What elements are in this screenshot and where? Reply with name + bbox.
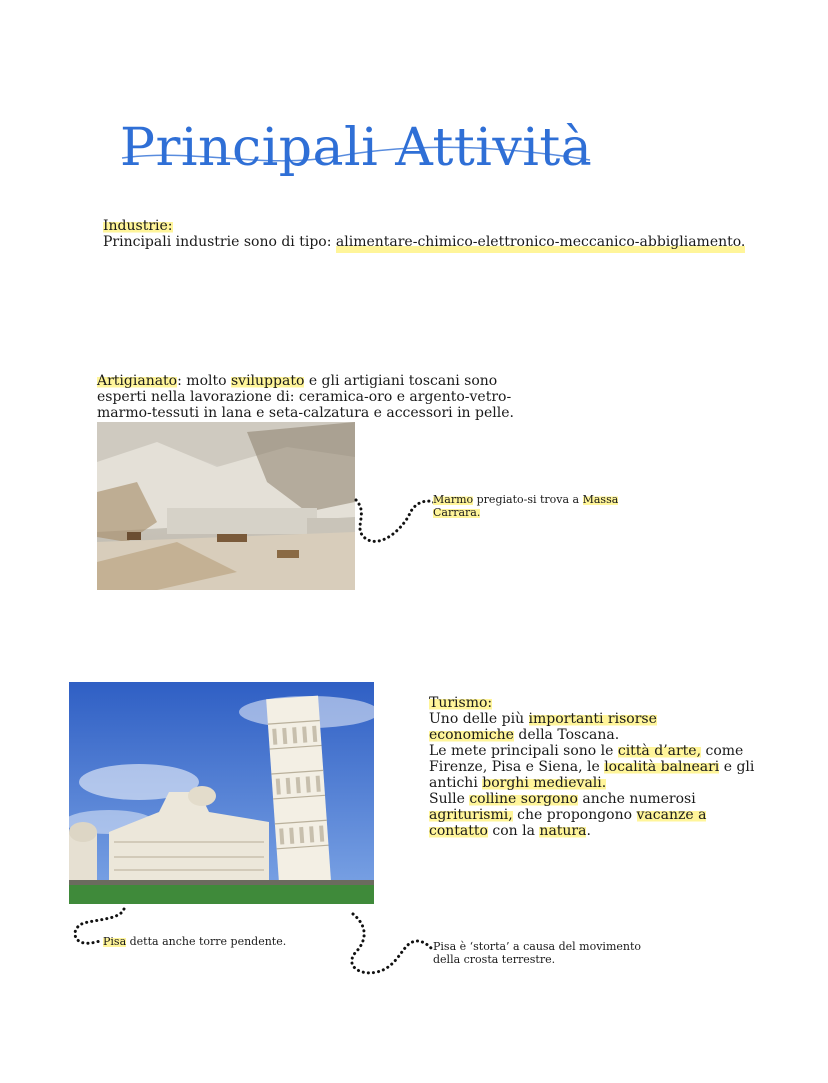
turismo-text: Sulle (429, 791, 470, 807)
artigianato-line3: marmo-tessuti in lana e seta-calzatura e accessori in pelle. (97, 405, 514, 421)
turismo-heading: Turismo: (429, 695, 493, 711)
turismo-text: che propongono (512, 807, 637, 823)
turismo-highlight: economiche (429, 727, 514, 743)
turismo-highlight: importanti risorse (528, 711, 657, 727)
marmo-text: pregiato-si trova a (473, 493, 583, 506)
turismo-text: . (586, 823, 591, 839)
artigianato-section (97, 373, 514, 421)
pisa-highlight: Pisa (103, 935, 127, 948)
pisa-tower-image (69, 682, 374, 904)
page-title: Principali Attività (120, 118, 593, 178)
turismo-text: anche numerosi (577, 791, 696, 807)
turismo-highlight: contatto (429, 823, 488, 839)
carrara-highlight: Carrara. (433, 506, 481, 519)
marmo-note (433, 493, 618, 519)
turismo-highlight: vacanze a (636, 807, 707, 823)
storta-line2: della crosta terrestre. (433, 953, 556, 966)
turismo-highlight: natura (539, 823, 587, 839)
artigianato-line2: esperti nella lavorazione di: ceramica-oro e argento-vetro- (97, 389, 512, 405)
pisa-text: detta anche torre pendente. (126, 935, 287, 948)
storta-line1: Pisa è ‘storta’ a causa del movimento (433, 940, 642, 953)
turismo-text: con la (487, 823, 540, 839)
storta-note (433, 940, 641, 966)
dotted-connector-storta (345, 908, 435, 978)
artigianato-highlight: sviluppato (230, 373, 305, 389)
turismo-text: Firenze, Pisa e Siena, le (429, 759, 605, 775)
marmo-highlight: Marmo (433, 493, 474, 506)
turismo-section (429, 695, 754, 839)
turismo-text: e gli (719, 759, 755, 775)
artigianato-text: e gli artigiani toscani sono (304, 373, 498, 389)
marble-quarry-image (97, 422, 355, 590)
turismo-highlight: località balneari (604, 759, 720, 775)
artigianato-heading: Artigianato (97, 373, 178, 389)
industrie-text: Principali industrie sono di tipo: (103, 234, 336, 250)
pisa-note (103, 935, 286, 948)
turismo-text: Le mete principali sono le (429, 743, 618, 759)
turismo-text: antichi (429, 775, 483, 791)
turismo-text: della Toscana. (513, 727, 620, 743)
industrie-section (103, 218, 745, 250)
turismo-highlight: borghi medievali. (482, 775, 607, 791)
turismo-highlight: agriturismi, (429, 807, 513, 823)
industrie-list: alimentare-chimico-elettronico-meccanico-abbigliamento. (336, 234, 746, 254)
industrie-heading: Industrie: (103, 218, 173, 234)
massa-highlight: Massa (582, 493, 619, 506)
turismo-highlight: città d’arte, (617, 743, 702, 759)
artigianato-text: : molto (177, 373, 231, 389)
turismo-text: come (701, 743, 744, 759)
turismo-text: Uno delle più (429, 711, 529, 727)
dotted-connector-marmo (350, 495, 440, 550)
title-swash-decoration (120, 140, 600, 180)
turismo-highlight: colline sorgono (469, 791, 578, 807)
